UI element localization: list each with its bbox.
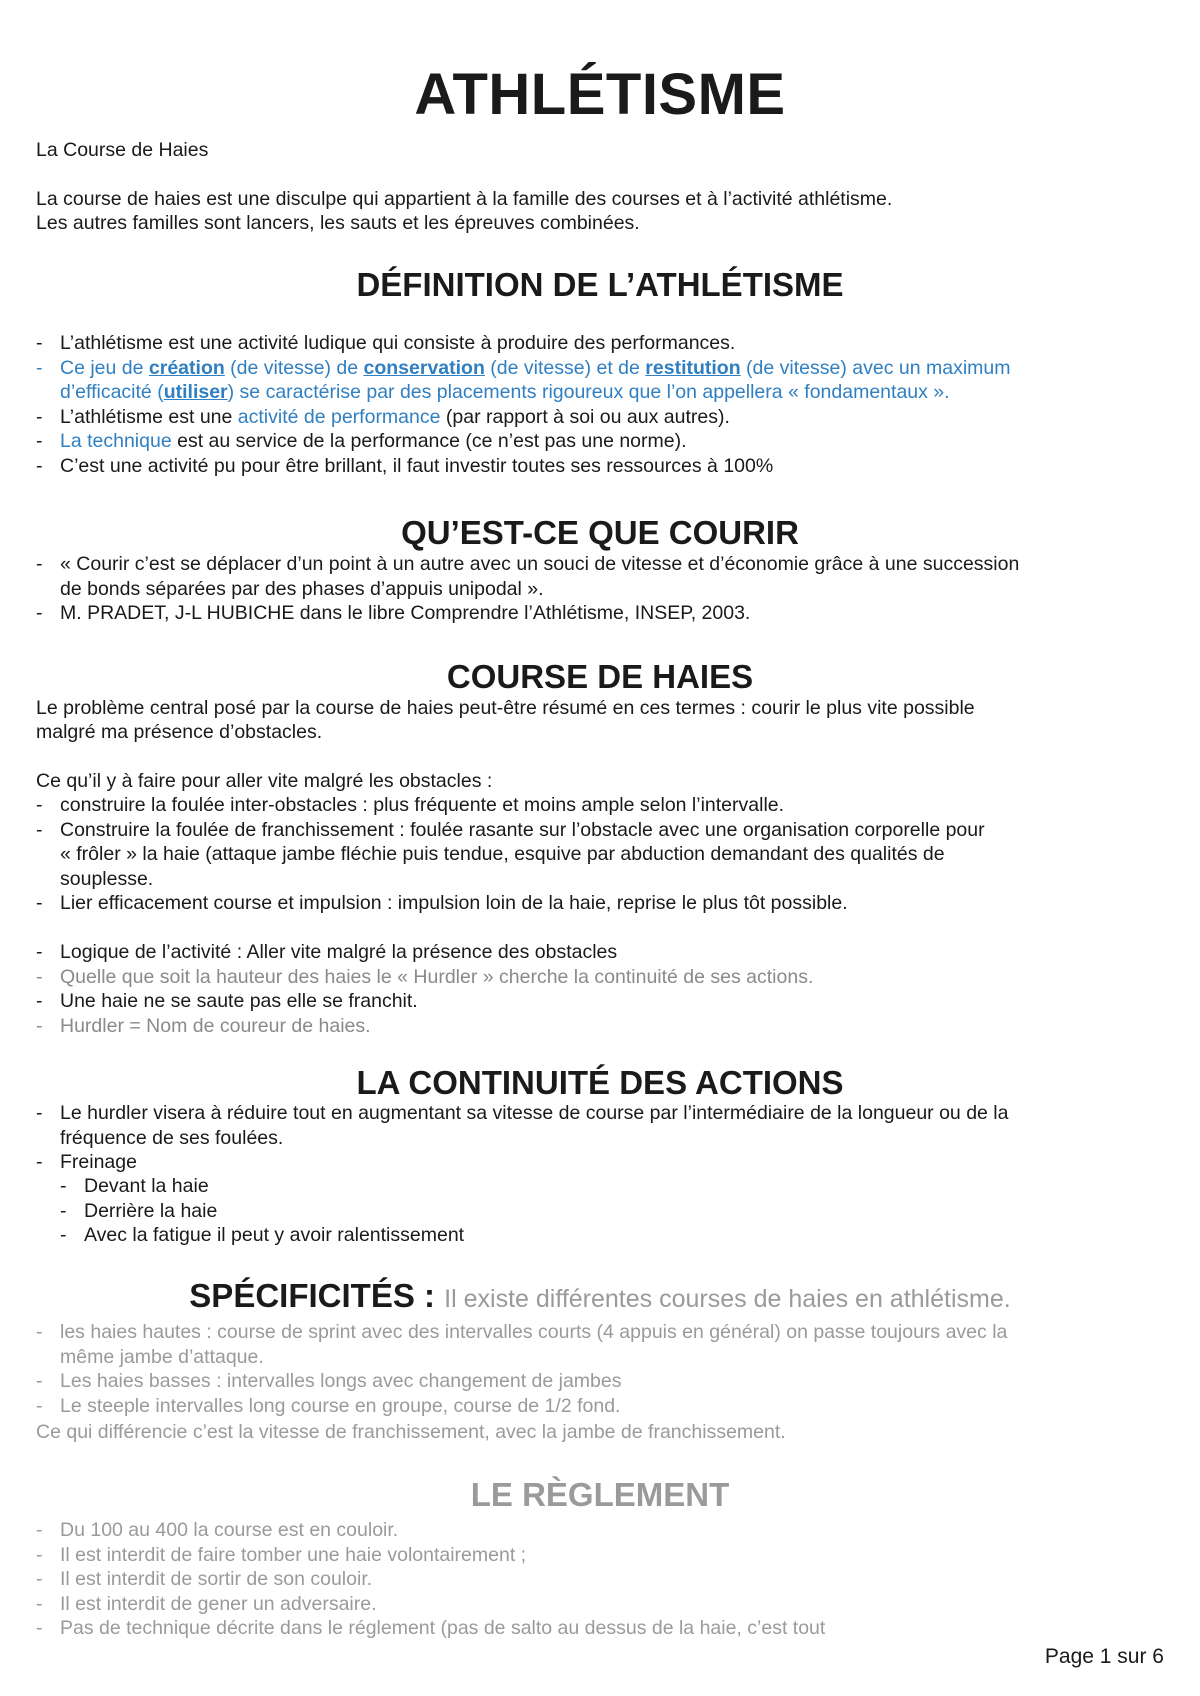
- keyword-restitution: restitution: [645, 356, 741, 379]
- list-item: - les haies hautes : course de sprint avec des intervalles courts (4 appuis en général) on passe toujours avec la: [60, 1320, 1007, 1345]
- list-item: [60, 405, 1010, 430]
- list-item: [60, 429, 1010, 454]
- list-item: - « Courir c’est se déplacer d’un point à un autre avec un souci de vitesse et d’économie grâce à une succession: [60, 552, 1019, 577]
- text-span: L’athlétisme est une: [60, 405, 238, 428]
- list-item: - Les haies basses : intervalles longs avec changement de jambes: [60, 1369, 1007, 1394]
- list-item-continuation: fréquence de ses foulées.: [60, 1126, 284, 1149]
- text-span: ) se caractérise par des placements rigoureux que l’on appellera « fondamentaux ».: [227, 381, 950, 403]
- continuite-sublist: [84, 1174, 464, 1248]
- list-item: - Il est interdit de gener un adversaire.: [60, 1592, 825, 1617]
- list-item-continuation: [60, 380, 1010, 405]
- list-item: - Freinage: [60, 1150, 1008, 1175]
- sublist-item: - Avec la fatigue il peut y avoir ralentissement: [84, 1223, 464, 1248]
- list-item: - Il est interdit de sortir de son couloir.: [60, 1567, 825, 1592]
- highlight-text: activité de performance: [237, 405, 441, 428]
- section-heading-continuite: LA CONTINUITÉ DES ACTIONS: [356, 1064, 844, 1101]
- haies-paragraph: Le problème central posé par la course de haies peut-être résumé en ces termes : courir le plus vite possible: [36, 697, 975, 719]
- list-item: - Logique de l’activité : Aller vite malgré la présence des obstacles: [60, 940, 813, 965]
- list-item: - construire la foulée inter-obstacles : plus fréquente et moins ample selon l’intervalle.: [60, 793, 985, 818]
- list-item: - L’athlétisme est une activité ludique qui consiste à produire des performances.: [60, 331, 1010, 356]
- list-item: - Du 100 au 400 la course est en couloir.: [60, 1518, 825, 1543]
- list-item: - M. PRADET, J-L HUBICHE dans le libre Comprendre l’Athlétisme, INSEP, 2003.: [60, 601, 1019, 626]
- text-span: (de vitesse) avec un maximum: [740, 356, 1011, 379]
- section-heading-reglement: LE RÈGLEMENT: [470, 1476, 730, 1513]
- sublist-item: - Devant la haie: [84, 1174, 464, 1199]
- list-item-continuation: de bonds séparées par des phases d’appuis unipodal ».: [60, 577, 544, 600]
- courir-list: [60, 552, 1019, 626]
- haies-list-1: [60, 793, 985, 916]
- sublist-item: - Derrière la haie: [84, 1199, 464, 1224]
- page-number: Page 1 sur 6: [1044, 1645, 1164, 1668]
- heading-text: SPÉCIFICITÉS :: [189, 1277, 445, 1314]
- list-item: - Lier efficacement course et impulsion : impulsion loin de la haie, reprise le plus tôt possible.: [60, 891, 985, 916]
- haies-intro: Ce qu’il y à faire pour aller vite malgré les obstacles :: [36, 770, 493, 792]
- text-span: d’efficacité (: [60, 381, 164, 403]
- text-span: (de vitesse) de: [224, 356, 364, 379]
- list-item: - Hurdler = Nom de coureur de haies.: [60, 1014, 813, 1039]
- document-title: ATHLÉTISME: [414, 62, 786, 127]
- section-heading-specificites: [0, 1279, 1200, 1312]
- haies-list-2: [60, 940, 813, 1038]
- list-item: - Construire la foulée de franchissement : foulée rasante sur l’obstacle avec une organisation corporelle pour: [60, 818, 985, 843]
- heading-subtext: Il existe différentes courses de haies en athlétisme.: [444, 1285, 1011, 1313]
- text-span: Ce jeu de: [60, 356, 149, 379]
- intro-subtitle: La Course de Haies: [36, 139, 209, 161]
- reglement-list: [60, 1518, 825, 1641]
- list-item: - Il est interdit de faire tomber une haie volontairement ;: [60, 1543, 825, 1568]
- keyword-utiliser: utiliser: [163, 381, 228, 403]
- text-span: (de vitesse) et de: [484, 356, 646, 379]
- list-item: - Une haie ne se saute pas elle se franchit.: [60, 989, 813, 1014]
- haies-paragraph: malgré ma présence d’obstacles.: [36, 721, 323, 743]
- intro-line: La course de haies est une disculpe qui appartient à la famille des courses et à l’activité athlétisme.: [36, 188, 893, 210]
- list-item: [60, 356, 1010, 381]
- list-item: - Le hurdler visera à réduire tout en augmentant sa vitesse de course par l’intermédiaire de la longueur ou de la: [60, 1101, 1008, 1126]
- list-item-continuation: même jambe d’attaque.: [60, 1345, 264, 1368]
- list-item: - C’est une activité pu pour être brillant, il faut investir toutes ses ressources à 100%: [60, 454, 1010, 479]
- keyword-conservation: conservation: [363, 356, 485, 379]
- keyword-creation: création: [148, 356, 225, 379]
- section-heading-definition: DÉFINITION DE L’ATHLÉTISME: [356, 266, 844, 303]
- section-heading-haies: COURSE DE HAIES: [446, 658, 754, 695]
- list-item: - Quelle que soit la hauteur des haies le « Hurdler » cherche la continuité de ses actions.: [60, 965, 813, 990]
- text-span: est au service de la performance (ce n’est pas une norme).: [171, 430, 687, 452]
- specificites-list: [60, 1320, 1007, 1418]
- list-item: - Pas de technique décrite dans le réglement (pas de salto au dessus de la haie, c’est tout: [60, 1616, 825, 1641]
- specificites-closing: Ce qui différencie c’est la vitesse de franchissement, avec la jambe de franchissement.: [36, 1421, 786, 1443]
- section-heading-courir: QU’EST-CE QUE COURIR: [401, 514, 799, 551]
- list-item-continuation: souplesse.: [60, 867, 154, 890]
- text-span: (par rapport à soi ou aux autres).: [440, 405, 730, 428]
- intro-line: Les autres familles sont lancers, les sauts et les épreuves combinées.: [36, 212, 640, 234]
- continuite-list: [60, 1101, 1008, 1175]
- definition-list: [60, 331, 1010, 478]
- highlight-text: La technique: [60, 430, 172, 452]
- list-item: - Le steeple intervalles long course en groupe, course de 1/2 fond.: [60, 1394, 1007, 1419]
- list-item-continuation: « frôler » la haie (attaque jambe fléchie puis tendue, esquive par abduction demandant des qualités de: [60, 843, 945, 865]
